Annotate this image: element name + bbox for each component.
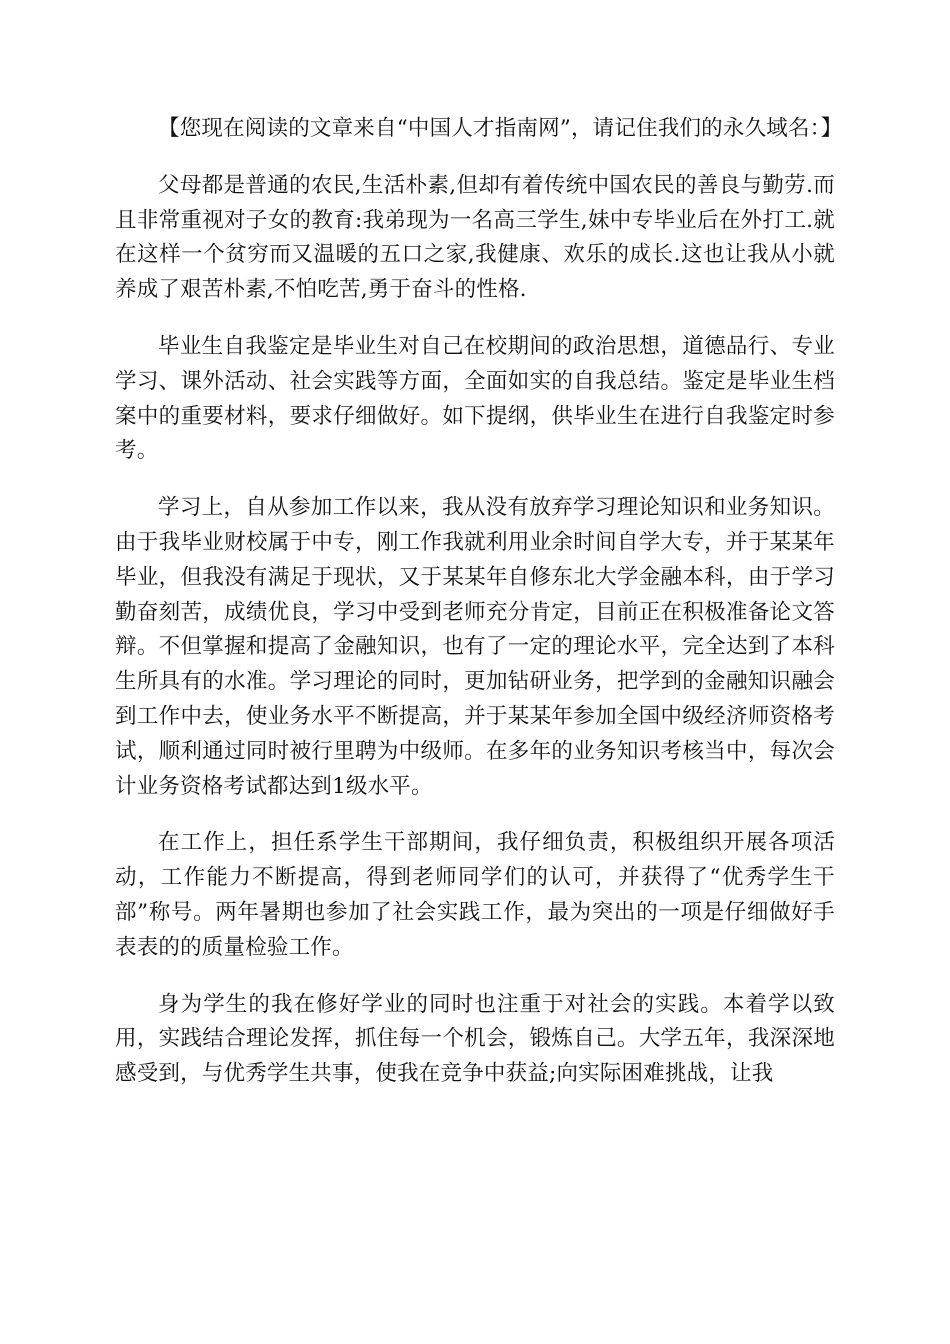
work-paragraph: 在工作上，担任系学生干部期间，我仔细负责，积极组织开展各项活动，工作能力不断提高，得到老师同学们的认可，并获得了“优秀学生干部”称号。两年暑期也参加了社会实践工作，最为突出的一项是仔细做好手表表的的质量检验工作。 [115,830,835,960]
social-practice-paragraph: 身为学生的我在修好学业的同时也注重于对社会的实践。本着学以致用，实践结合理论发挥，抓住每一个机会，锻炼自己。大学五年，我深深地感受到，与优秀学生共事，使我在竞争中获益;向实际困难挑战，让我 [115,991,835,1087]
study-paragraph: 学习上，自从参加工作以来，我从没有放弃学习理论知识和业务知识。由于我毕业财校属于中专，刚工作我就利用业余时间自学大专，并于某某年毕业，但我没有满足于现状，又于某某年自修东北大学金融本科，由于学习勤奋刻苦，成绩优良，学习中受到老师充分肯定，目前正在积极准备论文答辩。不但掌握和提高了金融知识，也有了一定的理论水平，完全达到了本科生所具有的水准。学习理论的同时，更加钻研业务，把学到的金融知识融会到工作中去，使业务水平不断提高，并于某某年参加全国中级经济师资格考试，顺利通过同时被行里聘为中级师。在多年的业务知识考核当中，每次会计业务资格考试都达到1级水平。 [115,495,835,799]
document-body [115,112,843,1092]
family-background-paragraph: 父母都是普通的农民,生活朴素,但却有着传统中国农民的善良与勤劳.而且非常重视对子女的教育:我弟现为一名高三学生,妹中专毕业后在外打工.就在这样一个贫穷而又温暖的五口之家,我健康、欢乐的成长.这也让我从小就养成了艰苦朴素,不怕吃苦,勇于奋斗的性格. [115,172,835,303]
self-assessment-intro-paragraph: 毕业生自我鉴定是毕业生对自己在校期间的政治思想，道德品行、专业学习、课外活动、社会实践等方面，全面如实的自我总结。鉴定是毕业生档案中的重要材料，要求仔细做好。如下提纲，供毕业生在进行自我鉴定时参考。 [115,333,835,464]
source-notice-paragraph: 【您现在阅读的文章来自“中国人才指南网”，请记住我们的永久域名：】 [158,116,843,141]
